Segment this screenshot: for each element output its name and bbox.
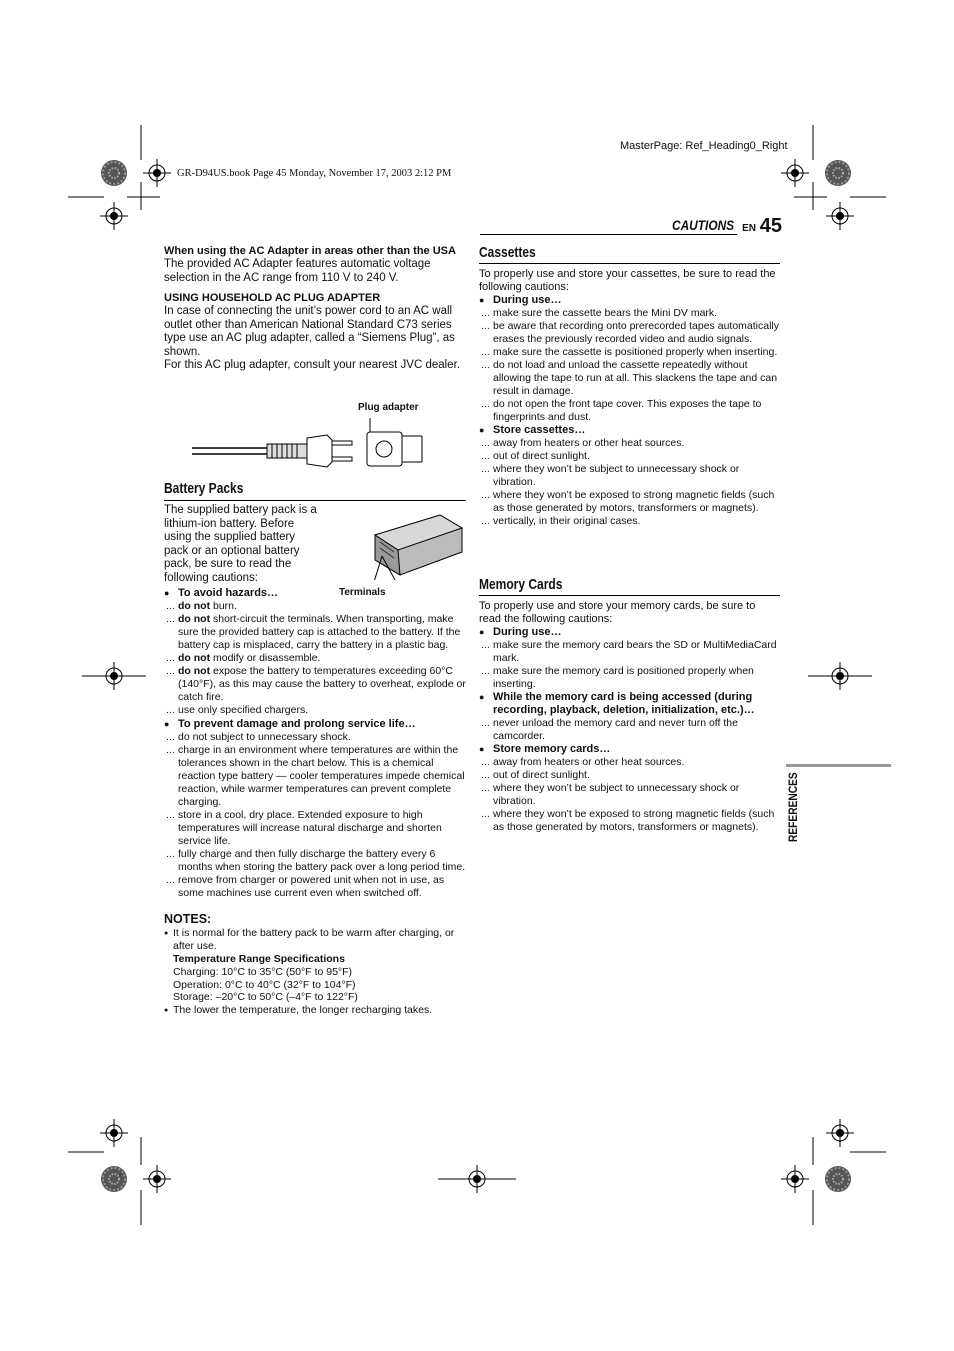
cassette-store-item: ... where they won’t be subject to unnecessary shock or vibration. <box>479 463 780 489</box>
prevent-item: ... charge in an environment where temperatures are within the tolerances shown in the chart below. This is a chemical reaction type battery — cooler temperatures impede chemical reaction, while warmer temperatures can prevent complete charging. <box>164 744 466 809</box>
prevent-item: ... do not subject to unnecessary shock. <box>164 731 466 744</box>
cassette-store-item: ... away from heaters or other heat sources. <box>479 437 780 450</box>
memory-store-item: ... where they won’t be exposed to strong magnetic fields (such as those generated by motors, transformers or magnets). <box>479 808 780 834</box>
side-tab-bar <box>786 764 891 767</box>
plug-adapter-illustration <box>192 418 432 473</box>
prevent-title: ● To prevent damage and prolong service life… <box>164 718 466 731</box>
cassette-use-item: ... do not load and unload the cassette repeatedly without allowing the tape to run at all. This slackens the tape and can result in damage. <box>479 359 780 398</box>
prevent-item: ... remove from charger or powered unit when not in use, as some machines use current even when switched off. <box>164 874 466 900</box>
memory-use-title: ● During use… <box>479 626 780 639</box>
note-item: ● The lower the temperature, the longer recharging takes. <box>164 1004 466 1017</box>
terminals-label: Terminals <box>339 587 386 598</box>
cassette-use-item: ... make sure the cassette bears the Mini DV mark. <box>479 307 780 320</box>
hazard-item: ... do not burn. <box>164 600 466 613</box>
memory-heading-rule <box>479 595 780 596</box>
memory-heading: Memory Cards <box>479 576 563 593</box>
prevent-item: ... fully charge and then fully discharge the battery every 6 months when storing the battery pack over a long period time. <box>164 848 466 874</box>
hazard-item: ... do not expose the battery to temperatures exceeding 60°C (140°F), as this may cause the battery to overheat, explode or catch fire. <box>164 665 466 704</box>
hazard-item: ... use only specified chargers. <box>164 704 466 717</box>
cassette-store-item: ... out of direct sunlight. <box>479 450 780 463</box>
language-code: EN <box>742 223 756 234</box>
memory-access-item: ... never unload the memory card and never turn off the camcorder. <box>479 717 780 743</box>
temp-spec-line: Operation: 0°C to 40°C (32°F to 104°F) <box>173 978 356 991</box>
ac-adapter-title: When using the AC Adapter in areas other than the USA <box>164 245 456 257</box>
right-column <box>479 268 780 528</box>
battery-heading-rule <box>164 500 466 501</box>
temp-spec-line: Storage: –20°C to 50°C (–4°F to 122°F) <box>173 991 358 1003</box>
notes-title: NOTES: <box>164 912 212 926</box>
ac-adapter-text: The provided AC Adapter features automatic voltage selection in the AC range from 110 V to 240 V. <box>164 258 431 284</box>
memory-use-item: ... make sure the memory card bears the SD or MultiMediaCard mark. <box>479 639 780 665</box>
memory-store-item: ... away from heaters or other heat sources. <box>479 756 780 769</box>
memory-access-title: ● While the memory card is being accessed (during recording, playback, deletion, initialization, etc.)… <box>479 691 780 717</box>
cassette-use-title: ● During use… <box>479 294 780 307</box>
memory-use-item: ... make sure the memory card is positioned properly when inserting. <box>479 665 780 691</box>
plug-adapter-text: In case of connecting the unit’s power cord to an AC wall outlet other than American National Standard C73 series type use an AC plug adapter, called a “Siemens Plug”, as shown. <box>164 305 455 358</box>
temp-spec-title: Temperature Range Specifications <box>173 953 345 965</box>
masterpage-label: MasterPage: Ref_Heading0_Right <box>620 140 788 152</box>
cassette-use-item: ... be aware that recording onto prerecorded tapes automatically erases the previously recorded video and audio signals. <box>479 320 780 346</box>
memory-intro: To properly use and store your memory cards, be sure to read the following cautions: <box>479 600 756 625</box>
plug-adapter-label: Plug adapter <box>358 402 419 413</box>
plug-adapter-title: USING HOUSEHOLD AC PLUG ADAPTER <box>164 292 381 304</box>
plug-adapter-text-2: For this AC plug adapter, consult your nearest JVC dealer. <box>164 359 460 371</box>
header-rule <box>480 234 737 235</box>
book-info-line: GR-D94US.book Page 45 Monday, November 17, 2003 2:12 PM <box>177 168 452 179</box>
section-title: CAUTIONS <box>671 217 734 233</box>
left-column <box>164 244 466 373</box>
battery-illustration <box>370 510 466 580</box>
cassette-store-title: ● Store cassettes… <box>479 424 780 437</box>
side-tab-label: REFERENCES <box>786 772 800 842</box>
battery-intro: The supplied battery pack is a lithium-ion battery. Before using the supplied battery pack or an optional battery pack, be sure to read the following cautions: <box>164 504 317 584</box>
cassette-use-item: ... do not open the front tape cover. This exposes the tape to fingerprints and dust. <box>479 398 780 424</box>
cassette-use-item: ... make sure the cassette is positioned properly when inserting. <box>479 346 780 359</box>
hazard-item: ... do not modify or disassemble. <box>164 652 466 665</box>
cassette-store-item: ... where they won’t be exposed to strong magnetic fields (such as those generated by motors, transformers or magnets). <box>479 489 780 515</box>
hazards-title: ● To avoid hazards… <box>164 587 466 600</box>
memory-store-item: ... where they won’t be subject to unnecessary shock or vibration. <box>479 782 780 808</box>
hazard-item: ... do not short-circuit the terminals. When transporting, make sure the provided battery cap is attached to the battery. If the battery cap is misplaced, carry the battery in a plastic bag. <box>164 613 466 652</box>
hazards-block <box>164 587 466 1017</box>
page-number: 45 <box>759 215 782 237</box>
page-header <box>620 215 782 239</box>
prevent-item: ... store in a cool, dry place. Extended exposure to high temperatures will increase natural discharge and shorten service life. <box>164 809 466 848</box>
memory-store-item: ... out of direct sunlight. <box>479 769 780 782</box>
cassettes-heading: Cassettes <box>479 244 536 261</box>
battery-heading: Battery Packs <box>164 480 244 497</box>
temp-spec-line: Charging: 10°C to 35°C (50°F to 95°F) <box>173 966 353 978</box>
memory-block <box>479 600 780 834</box>
cassettes-intro: To properly use and store your cassettes, be sure to read the following cautions: <box>479 268 776 293</box>
memory-store-title: ● Store memory cards… <box>479 743 780 756</box>
note-item: ● It is normal for the battery pack to be warm after charging, or after use. <box>164 927 466 953</box>
cassettes-heading-rule <box>479 263 780 264</box>
cassette-store-item: ... vertically, in their original cases. <box>479 515 780 528</box>
